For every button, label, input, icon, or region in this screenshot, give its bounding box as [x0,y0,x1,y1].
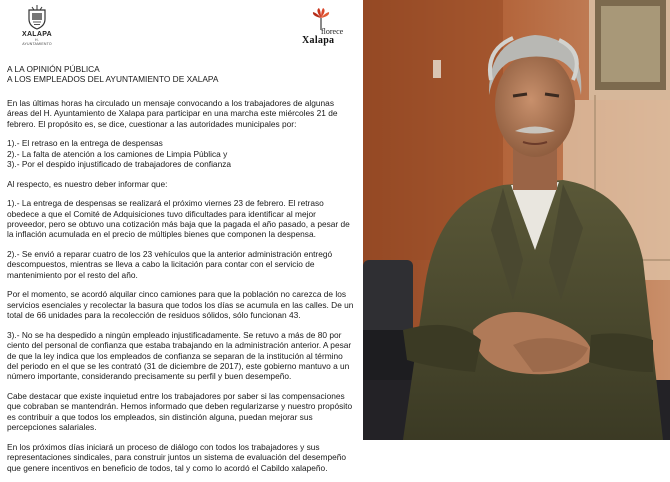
paragraph-line: 1).- El retraso en la entrega de despensas [7,138,163,149]
paragraph-line: obedece a que el Comité de Adquisiciones tuvo dificultades para identificar al mejor [7,208,316,219]
document-paragraph [7,179,357,189]
document-paragraph [7,198,357,240]
paragraph-line: servicios esenciales y recolectar la basura que todos los días se acumula en las calles. De un [7,299,354,310]
document-paragraph [7,442,357,473]
paragraph-line: mantenimiento por el resto del año. [7,269,138,280]
heading-line: A LOS EMPLEADOS DEL AYUNTAMIENTO DE XALAPA [7,74,219,85]
paragraph-line: la inflación acumulada en el precio de múltiples bienes que componen la despensa. [7,229,316,240]
paragraph-line: 2).- Se envió a reparar cuatro de los 23 vehículos que la anterior administración entregó [7,249,333,260]
paragraph-line: del periodo en el que se les contrató (31 de diciembre de 2017), este gobierno mantuvo a un [7,361,350,372]
paragraph-line: número importante, considerando precisamente su perfil y buen desempeño. [7,371,292,382]
paragraph-line: percepciones salariales. [7,422,97,433]
heading-line: A LA OPINIÓN PÚBLICA [7,64,100,74]
portrait-photo [363,0,670,440]
document-paragraph [7,98,357,129]
paragraph-line: es contribuir a que todos los empleados, sin distinción alguna, puedan mejorar sus [7,411,313,422]
document-paragraph [7,138,357,169]
paragraph-line: En los próximos días iniciará un proceso de diálogo con todos los trabajadores y sus [7,441,320,452]
paragraph-line: áreas del H. Ayuntamiento de Xalapa para participar en una marcha este miércoles 21 de [7,108,338,119]
paragraph-line: 1).- La entrega de despensas se realizará el próximo viernes 23 de febrero. El retraso [7,198,324,209]
paragraph-line: total de 66 unidades para la recolección de residuos sólidos, sólo funcionan 43. [7,310,301,321]
paragraph-line: que cobraban se mantendrán. Hemos informado que deben regularizarse y nuestro propósito [7,401,353,412]
crest-icon [26,4,48,30]
paragraph-line: 3).- No se ha despedido a ningún empleado injustificadamente. Se retuvo a más de 80 por [7,329,342,340]
logo-brand: Xalapa [302,35,335,46]
document-heading [7,64,357,85]
paragraph-line: ciento del personal de confianza que estaba trabajando en la administración anterior. A pesar [7,340,352,351]
paragraph-line: febrero. El propósito es, se dice, cuestionar a las autoridades municipales por: [7,118,297,129]
document-paragraph [7,249,357,280]
paragraph-line: que genere incentivos en beneficio de todos, tal y como lo acordó el Cabildo xalapeño. [7,462,328,473]
paragraph-line: En las últimas horas ha circulado un mensaje convocando a los trabajadores de algunas [7,97,334,108]
paragraph-line: Al respecto, es nuestro deber informar que: [7,178,168,189]
paragraph-line: de que la ley indica que los empleados de confianza se separan de la institución al término [7,350,343,361]
paragraph-line: representaciones sindicales, para construir juntos un sistema de evaluación del desempeño [7,452,347,463]
paragraph-line: Cabe destacar que existe inquietud entre los trabajadores por saber si las compensaciones [7,391,345,402]
paragraph-line: Por el momento, se acordó alquilar cinco camiones para que la población no carezca de los [7,289,347,300]
logo-city-name: XALAPA [21,31,53,38]
florece-xalapa-logo [302,8,346,48]
paragraph-line: 3).- Por el despido injustificado de trabajadores de confianza [7,159,232,170]
document-paragraph [7,391,357,433]
document-paragraph [7,289,357,320]
paragraph-line: proveedor, pero se obtuvo una cotización más baja que la pagada el año pasado, a pesar de [7,219,350,230]
paragraph-line: 2).- La falta de atención a los camiones de Limpia Pública y [7,148,228,159]
document-body [7,64,357,482]
xalapa-crest-logo [20,4,54,46]
document-paragraph [7,330,357,382]
paragraph-line: descompuestos, mientras se lleva a cabo la licitación para contar con el servicio de [7,259,315,270]
logo-city-subtitle: H. AYUNTAMIENTO [22,38,52,46]
logo-word: florece [321,27,344,36]
